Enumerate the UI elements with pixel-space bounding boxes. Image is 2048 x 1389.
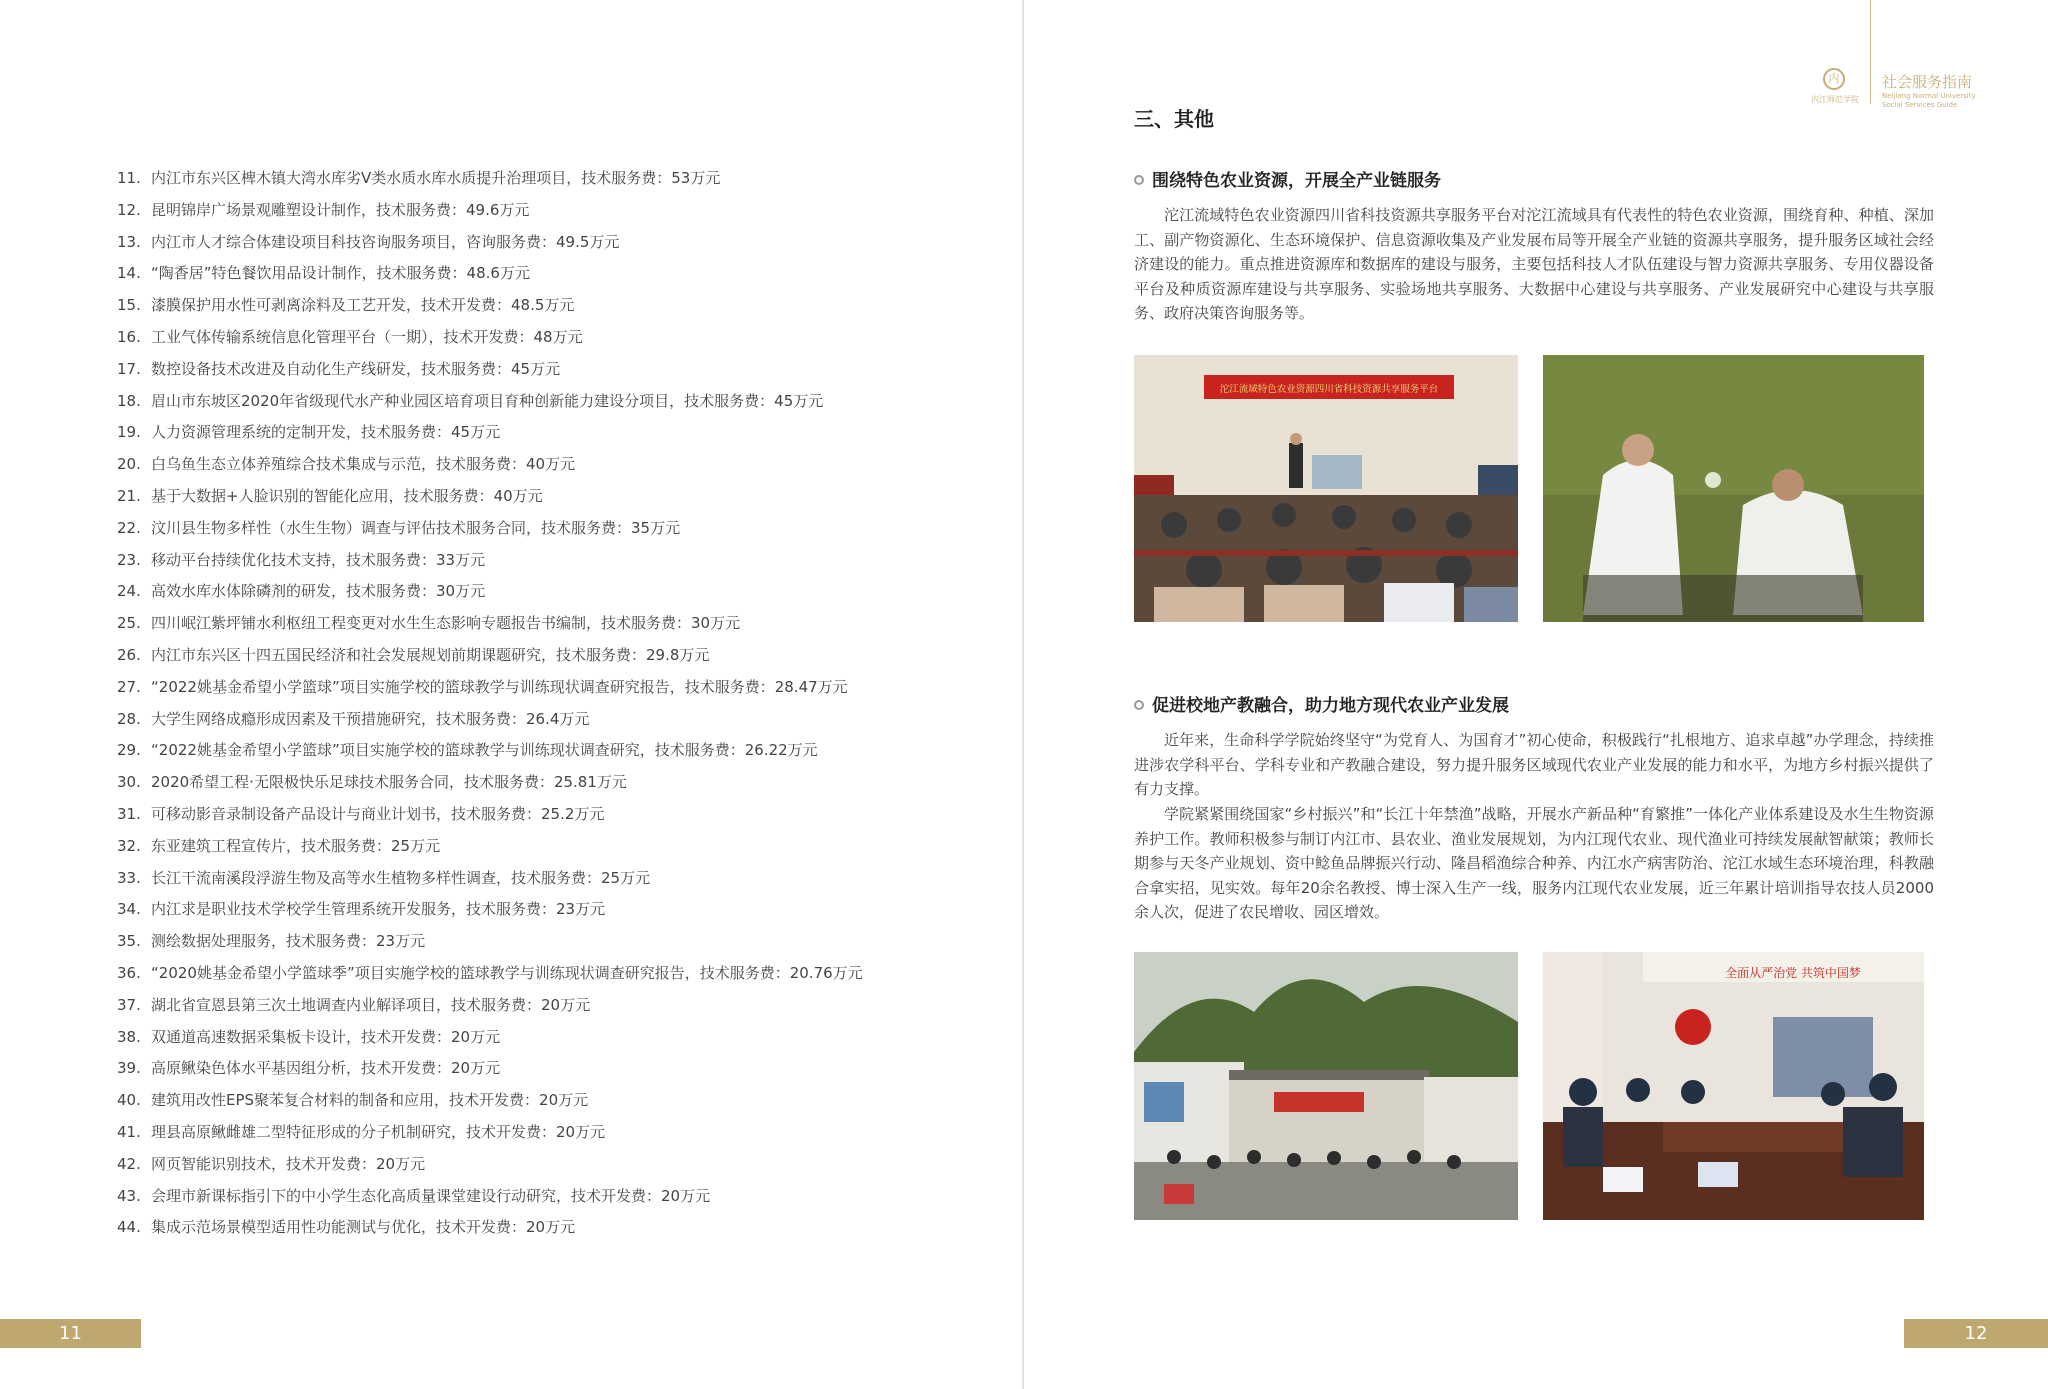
list-item bbox=[117, 1212, 997, 1244]
list-item-number: 30. bbox=[117, 773, 141, 792]
subheading-1 bbox=[1134, 166, 1441, 191]
project-list bbox=[117, 163, 997, 1244]
paragraph-3: 学院紧紧围绕国家“乡村振兴”和“长江十年禁渔”战略，开展水产新品种“育繁推”一体化产业体系建设及水生生物资源养护工作。教师积极参与制订内江市、县农业、渔业发展规划，为内江现代农业、现代渔业可持续发展献智献策；教师长期参与天冬产业规划、资中鲶鱼品牌振兴行动、隆昌稻渔综合种养、内江水产病害防治、沱江水域生态环境治理，科教融合拿实招，见实效。每年20余名教授、博士深入生产一线，服务内江现代农业发展，近三年累计培训指导农技人员2000余人次，促进了农民增收、园区增效。 bbox=[1134, 805, 1934, 921]
list-item-text: “2022姚基金希望小学篮球”项目实施学校的篮球教学与训练现状调查研究，技术服务费：26.22万元 bbox=[151, 741, 818, 760]
list-item bbox=[117, 449, 997, 481]
page-number-band-right bbox=[1904, 1319, 2048, 1348]
subheading-2 bbox=[1134, 691, 1509, 716]
left-page bbox=[0, 0, 1022, 1389]
list-item-text: 人力资源管理系统的定制开发，技术服务费：45万元 bbox=[151, 423, 501, 442]
list-item-number: 14. bbox=[117, 264, 141, 283]
paragraph-2: 近年来，生命科学学院始终坚守“为党育人、为国育才”初心使命，积极践行“扎根地方、追求卓越”办学理念，持续推进涉农学科平台、学科专业和产教融合建设，努力提升服务区域现代农业产业发展的能力和水平，为地方乡村振兴提供了有力支撑。 bbox=[1134, 731, 1934, 798]
list-item bbox=[117, 163, 997, 195]
list-item bbox=[117, 322, 997, 354]
list-item bbox=[117, 1085, 997, 1117]
photo-water-sampling bbox=[1543, 355, 1924, 622]
subheading-2-text: 促进校地产教融合，助力地方现代农业产业发展 bbox=[1152, 696, 1509, 716]
school-logo-icon: 内 bbox=[1823, 68, 1845, 90]
list-item-text: 测绘数据处理服务，技术服务费：23万元 bbox=[151, 932, 426, 951]
list-item-number: 26. bbox=[117, 645, 141, 664]
logo-school-name: 内江师范学院 bbox=[1811, 95, 1859, 104]
photo-village-gathering bbox=[1134, 952, 1518, 1220]
list-item-number: 21. bbox=[117, 486, 141, 505]
list-item bbox=[117, 1181, 997, 1213]
list-item-text: 理县高原鳅雌雄二型特征形成的分子机制研究，技术开发费：20万元 bbox=[151, 1122, 606, 1141]
list-item bbox=[117, 227, 997, 259]
list-item-number: 20. bbox=[117, 455, 141, 474]
list-item-number: 32. bbox=[117, 836, 141, 855]
list-item-text: 内江市东兴区椑木镇大湾水库劣V类水质水库水质提升治理项目，技术服务费：53万元 bbox=[151, 169, 721, 187]
list-item-text: 内江市人才综合体建设项目科技咨询服务项目，咨询服务费：49.5万元 bbox=[151, 232, 620, 251]
list-item-text: 内江市东兴区十四五国民经济和社会发展规划前期课题研究，技术服务费：29.8万元 bbox=[151, 645, 710, 664]
list-item-number: 43. bbox=[117, 1186, 141, 1205]
list-item-text: 双通道高速数据采集板卡设计，技术开发费：20万元 bbox=[151, 1027, 501, 1046]
bullet-circle-icon bbox=[1134, 175, 1144, 185]
list-item bbox=[117, 863, 997, 895]
list-item bbox=[117, 417, 997, 449]
list-item-number: 15. bbox=[117, 296, 141, 315]
page-number-band-left bbox=[0, 1319, 141, 1348]
list-item-text: 高效水库水体除磷剂的研发，技术服务费：30万元 bbox=[151, 582, 486, 601]
photo-meeting-projector bbox=[1543, 952, 1924, 1220]
list-item bbox=[117, 576, 997, 608]
list-item-number: 35. bbox=[117, 932, 141, 951]
list-item-text: 2020希望工程·无限极快乐足球技术服务合同，技术服务费：25.81万元 bbox=[151, 773, 627, 792]
list-item bbox=[117, 1149, 997, 1181]
photo-meeting-room bbox=[1134, 355, 1518, 622]
paragraph-1: 沱江流域特色农业资源四川省科技资源共享服务平台对沱江流域具有代表性的特色农业资源，围绕育种、种植、深加工、副产物资源化、生态环境保护、信息资源收集及产业发展布局等开展全产业链的资源共享服务，提升服务区域社会经济建设的能力。重点推进资源库和数据库的建设与服务，主要包括科技人才队伍建设与智力资源共享服务、专用仪器设备平台及种质资源库建设与共享服务、实验场地共享服务、大数据中心建设与共享服务、产业发展研究中心建设与共享服务、政府决策咨询服务等。 bbox=[1134, 206, 1934, 322]
list-item bbox=[117, 1022, 997, 1054]
list-item bbox=[117, 799, 997, 831]
list-item-number: 33. bbox=[117, 868, 141, 887]
list-item-text: 汶川县生物多样性（水生生物）调查与评估技术服务合同，技术服务费：35万元 bbox=[151, 518, 681, 537]
header-title: 社会服务指南 bbox=[1882, 73, 1973, 91]
list-item-number: 22. bbox=[117, 518, 141, 537]
list-item-number: 29. bbox=[117, 741, 141, 760]
list-item-text: 东亚建筑工程宣传片，技术服务费：25万元 bbox=[151, 836, 441, 855]
list-item-number: 42. bbox=[117, 1154, 141, 1173]
list-item-number: 38. bbox=[117, 1027, 141, 1046]
list-item-text: 大学生网络成瘾形成因素及干预措施研究，技术服务费：26.4万元 bbox=[151, 709, 590, 728]
list-item-number: 23. bbox=[117, 550, 141, 569]
list-item-text: 网页智能识别技术，技术开发费：20万元 bbox=[151, 1154, 426, 1173]
list-item bbox=[117, 640, 997, 672]
list-item-number: 34. bbox=[117, 900, 141, 919]
list-item-text: 湖北省宣恩县第三次土地调查内业解译项目，技术服务费：20万元 bbox=[151, 995, 591, 1014]
list-item-number: 41. bbox=[117, 1122, 141, 1141]
list-item-text: 白乌鱼生态立体养殖综合技术集成与示范，技术服务费：40万元 bbox=[151, 455, 576, 474]
list-item-text: 会理市新课标指引下的中小学生态化高质量课堂建设行动研究，技术开发费：20万元 bbox=[151, 1186, 711, 1205]
list-item bbox=[117, 290, 997, 322]
list-item-number: 25. bbox=[117, 614, 141, 633]
list-item-text: 可移动影音录制设备产品设计与商业计划书，技术服务费：25.2万元 bbox=[151, 804, 605, 823]
list-item bbox=[117, 894, 997, 926]
list-item-number: 11. bbox=[117, 169, 141, 187]
list-item-number: 39. bbox=[117, 1059, 141, 1078]
list-item-text: 昆明锦岸广场景观雕塑设计制作，技术服务费：49.6万元 bbox=[151, 200, 530, 219]
list-item bbox=[117, 1117, 997, 1149]
list-item bbox=[117, 258, 997, 290]
list-item-number: 18. bbox=[117, 391, 141, 410]
list-item-text: 工业气体传输系统信息化管理平台（一期），技术开发费：48万元 bbox=[151, 327, 583, 346]
page-number-right: 12 bbox=[1964, 1323, 1988, 1344]
photo4-banner-text: 全面从严治党 共筑中国梦 bbox=[1725, 966, 1861, 980]
header-subtitle: Neijiang Normal University Social Services Guide bbox=[1882, 92, 1976, 109]
list-item-number: 40. bbox=[117, 1091, 141, 1110]
list-item-number: 27. bbox=[117, 677, 141, 696]
list-item bbox=[117, 990, 997, 1022]
list-item-text: 眉山市东坡区2020年省级现代水产种业园区培育项目育种创新能力建设分项目，技术服务费：45万元 bbox=[151, 391, 824, 410]
photo1-banner-text: 沱江流域特色农业资源四川省科技资源共享服务平台 bbox=[1219, 384, 1439, 395]
bullet-circle-icon bbox=[1134, 700, 1144, 710]
list-item-number: 16. bbox=[117, 327, 141, 346]
list-item bbox=[117, 704, 997, 736]
list-item bbox=[117, 354, 997, 386]
list-item-text: 集成示范场景模型适用性功能测试与优化，技术开发费：20万元 bbox=[151, 1218, 576, 1237]
list-item-text: 长江干流南溪段浮游生物及高等水生植物多样性调查，技术服务费：25万元 bbox=[151, 868, 651, 887]
list-item-number: 13. bbox=[117, 232, 141, 251]
list-item bbox=[117, 958, 997, 990]
list-item-number: 19. bbox=[117, 423, 141, 442]
list-item-text: 高原鳅染色体水平基因组分析，技术开发费：20万元 bbox=[151, 1059, 501, 1078]
page-number-left: 11 bbox=[59, 1323, 82, 1344]
list-item-text: 漆膜保护用水性可剥离涂料及工艺开发，技术开发费：48.5万元 bbox=[151, 296, 575, 315]
list-item-text: 四川岷江紫坪铺水利枢纽工程变更对水生生态影响专题报告书编制，技术服务费：30万元 bbox=[151, 614, 741, 633]
list-item bbox=[117, 386, 997, 418]
list-item-number: 28. bbox=[117, 709, 141, 728]
list-item bbox=[117, 608, 997, 640]
list-item-text: “陶香居”特色餐饮用品设计制作，技术服务费：48.6万元 bbox=[151, 264, 530, 283]
list-item-number: 44. bbox=[117, 1218, 141, 1237]
list-item bbox=[117, 767, 997, 799]
list-item bbox=[117, 545, 997, 577]
list-item-text: 建筑用改性EPS聚苯复合材料的制备和应用，技术开发费：20万元 bbox=[151, 1091, 589, 1110]
list-item-number: 37. bbox=[117, 995, 141, 1014]
section-title: 三、其他 bbox=[1134, 107, 1214, 131]
list-item-number: 36. bbox=[117, 963, 141, 982]
list-item bbox=[117, 735, 997, 767]
list-item-number: 12. bbox=[117, 200, 141, 219]
subheading-1-text: 围绕特色农业资源，开展全产业链服务 bbox=[1152, 171, 1441, 191]
list-item bbox=[117, 831, 997, 863]
list-item-number: 31. bbox=[117, 804, 141, 823]
list-item bbox=[117, 481, 997, 513]
list-item bbox=[117, 926, 997, 958]
list-item-text: 基于大数据+人脸识别的智能化应用，技术服务费：40万元 bbox=[151, 486, 543, 505]
list-item bbox=[117, 1053, 997, 1085]
list-item-number: 17. bbox=[117, 359, 141, 378]
list-item-text: “2020姚基金希望小学篮球季”项目实施学校的篮球教学与训练现状调查研究报告，技术服务费：20.76万元 bbox=[151, 963, 863, 982]
list-item bbox=[117, 513, 997, 545]
list-item-number: 24. bbox=[117, 582, 141, 601]
list-item bbox=[117, 195, 997, 227]
list-item-text: “2022姚基金希望小学篮球”项目实施学校的篮球教学与训练现状调查研究报告，技术服务费：28.47万元 bbox=[151, 677, 848, 696]
header-divider bbox=[1870, 0, 1871, 104]
list-item bbox=[117, 672, 997, 704]
list-item-text: 移动平台持续优化技术支持，技术服务费：33万元 bbox=[151, 550, 486, 569]
list-item-text: 内江求是职业技术学校学生管理系统开发服务，技术服务费：23万元 bbox=[151, 900, 606, 919]
list-item-text: 数控设备技术改进及自动化生产线研发，技术服务费：45万元 bbox=[151, 359, 561, 378]
